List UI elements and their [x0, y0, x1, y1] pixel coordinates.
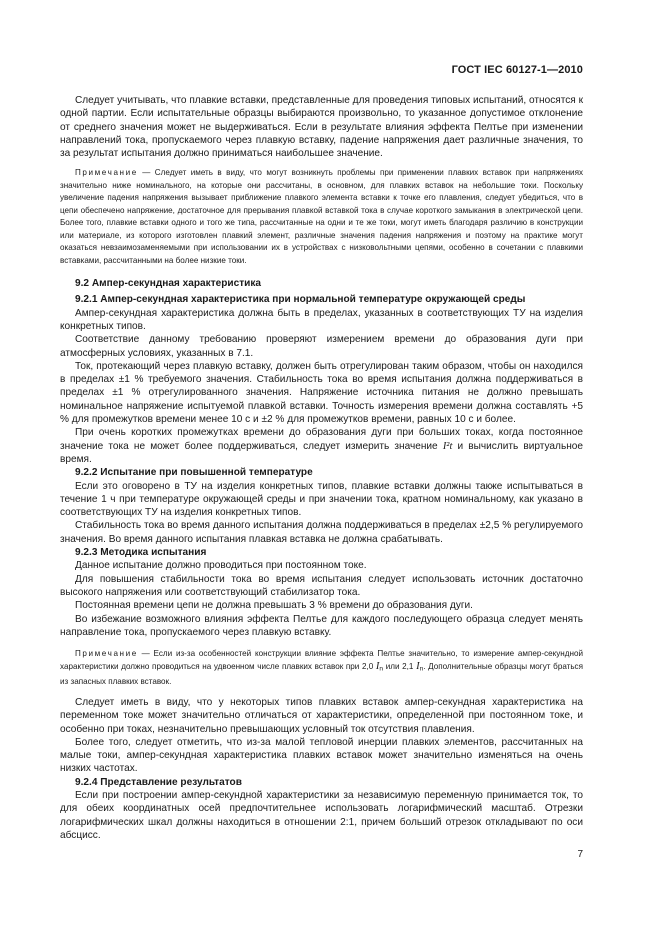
paragraph: Если это оговорено в ТУ на изделия конкретных типов, плавкие вставки должны также испытываться в течение 1 ч при температуре окружающей среды и при значении тока, кратном номинальному, как указано в соответствующих ТУ на изделия конкретных типов. [60, 480, 583, 519]
note [60, 167, 583, 267]
paragraph [60, 426, 583, 466]
paragraph: Стабильность тока во время данного испытания должна поддерживаться в пределах ±2,5 % регулируемого значения. Во время данного испытания плавкая вставка не должна срабатывать. [60, 520, 583, 545]
note [60, 648, 583, 688]
paragraph: Если при построении ампер-секундной характеристики за независимую переменную принимается ток, то для обеих координатных осей предпочтительнее использовать логарифмический масштаб. Отрезки логарифмических шкал должны находиться в отношении 2:1, причем больший отрезок откладывают по оси абсцисс. [60, 790, 583, 841]
subsection-heading: 9.2.2 Испытание при повышенной температуре [75, 467, 313, 479]
note-label: Примечание [75, 649, 138, 659]
subsection-heading: 9.2.4 Представление результатов [75, 776, 242, 788]
subsection-heading: 9.2.3 Методика испытания [75, 547, 207, 559]
paragraph-text: и вычислить виртуальное время. [60, 440, 583, 465]
subscript: n [419, 665, 424, 673]
paragraph: Во избежание возможного влияния эффекта Пелтье для каждого последующего образца следует менять направление тока, пропускаемого через плавкую вставку. [60, 613, 583, 638]
paragraph: Более того, следует отметить, что из-за малой тепловой инерции плавких элементов, рассчитанных на малые токи, ампер-секундная характеристика плавких вставок может значительно изменяться на очень низких частотах. [60, 736, 583, 775]
note-text: . Дополнительные образцы могут браться из запасных плавких вставок. [60, 661, 583, 686]
paragraph: Ток, протекающий через плавкую вставку, должен быть отрегулирован таким образом, чтобы он находился в пределах ±1 % требуемого значения. Стабильность тока во время испытания должна поддерживаться в пределах ±1 % отрегулированного значения. Напряжение источника питания не должно превышать номинальное напряжение испытуемой плавкой вставки. Точность измерения времени должна составлять +5 % для промежутков времени менее 10 с и ±2 % для промежутков времени, равных 10 с и более. [60, 360, 583, 426]
standard-header: ГОСТ IEC 60127-1—2010 [451, 64, 583, 76]
note-text: — Если из-за особенностей конструкции влияние эффекта Пелтье значительно, то измерение ампер-секундной характеристики должно проводиться на удвоенном числе плавких вставок при 2,0 [60, 649, 583, 671]
subsection-heading: 9.2.1 Ампер-секундная характеристика при нормальной температуре окружающей среды [75, 294, 526, 306]
section-heading: 9.2 Ампер-секундная характеристика [75, 278, 262, 290]
note-text: или 2,1 [383, 661, 417, 671]
symbol: I [375, 660, 380, 672]
paragraph: Ампер-секундная характеристика должна быть в пределах, указанных в соответствующих ТУ на изделия конкретных типов. [60, 307, 583, 332]
note-label: Примечание [75, 168, 138, 178]
page-number: 7 [577, 849, 583, 860]
paragraph: Следует иметь в виду, что у некоторых типов плавких вставок ампер-секундная характеристика на переменном токе может значительно отличаться от характеристики, определенной при постоянном токе, и особенно при токах, незначительно превышающих условный ток отсутствия плавления. [60, 696, 583, 735]
formula: I²t [442, 440, 453, 452]
paragraph: Данное испытание должно проводиться при постоянном токе. [75, 560, 367, 572]
note-text: — Следует иметь в виду, что могут возникнуть проблемы при применении плавких вставок при напряжениях значительно ниже номинального, на которые они рассчитаны, в основном, для плавких вставок на небольшие токи. Поскольку увеличение падения напряжения вызывает приближение плавкого элемента вставки к точке его плавления, следует убедиться, что в цепи обеспечено напряжение, достаточное для прерывания плавкой вставкой тока в случае короткого замыкания в электрической цепи. Более того, плавкие вставки одного и того же типа, рассчитанные на одни и те же токи, могут иметь благодаря различию в конструкции или материале, из которого изготовлен плавкий элемент, различные значения падения напряжения и поэтому на практике могут оказаться невзаимозаменяемыми при использовании их в устройствах с низковольтными цепями, особенно в сочетании с плавкими вставками, рассчитанными на более низкие токи. [60, 168, 583, 265]
subscript: n [379, 665, 384, 673]
symbol: I [416, 660, 420, 672]
paragraph: Следует учитывать, что плавкие вставки, представленные для проведения типовых испытаний, относятся к одной партии. Если испытательные образцы выбираются произвольно, то указанное допустимое отклонение от среднего значения может не выдерживаться. Если в результате влияния эффекта Пелтье при изменении направлений тока, пропускаемого через плавкую вставку, падение напряжения дает различные значения, то за результат испытания должно приниматься наибольшее значение. [60, 95, 583, 160]
paragraph: Для повышения стабильности тока во время испытания следует использовать источник достаточно высокого напряжения или соответствующий стабилизатор тока. [60, 573, 583, 598]
paragraph: Соответствие данному требованию проверяют измерением времени до образования дуги при атмосферных условиях, указанных в 7.1. [60, 334, 583, 359]
paragraph-text: При очень коротких промежутках времени до образования дуги при больших токах, когда постоянное значение тока не может более поддерживаться, следует измерить значение [60, 427, 583, 452]
paragraph: Постоянная времени цепи не должна превышать 3 % времени до образования дуги. [75, 600, 473, 612]
page-content [60, 94, 583, 842]
